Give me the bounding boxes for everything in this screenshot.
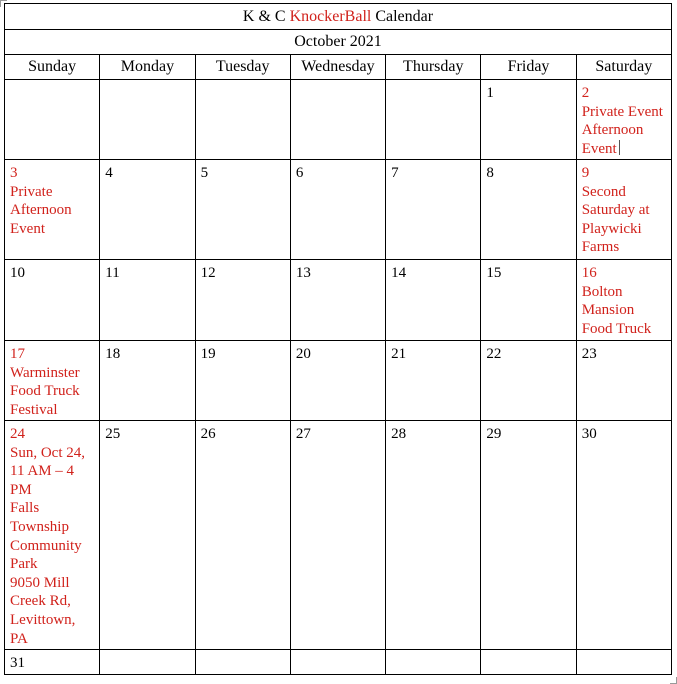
- day-cell[interactable]: [481, 260, 576, 341]
- title-suffix: Calendar: [371, 7, 434, 25]
- day-number: 1: [486, 85, 494, 101]
- day-cell[interactable]: [576, 341, 671, 421]
- day-number: 19: [200, 346, 216, 362]
- day-number: 15: [486, 265, 502, 281]
- day-number: 25: [105, 426, 121, 442]
- day-cell[interactable]: [386, 160, 481, 260]
- empty-day-cell[interactable]: [5, 80, 100, 160]
- event-text: Afternoon: [10, 202, 72, 219]
- day-cell[interactable]: [481, 341, 576, 421]
- week-row: [5, 80, 672, 160]
- day-number: 5: [200, 165, 209, 181]
- day-cell[interactable]: [576, 160, 671, 260]
- day-cell[interactable]: [5, 650, 100, 675]
- day-number: 31: [10, 655, 25, 671]
- event-text: Second: [581, 183, 626, 200]
- empty-day-cell[interactable]: [481, 650, 576, 675]
- day-number: 26: [200, 426, 216, 442]
- day-number: 30: [581, 426, 597, 442]
- day-number: 8: [486, 165, 494, 181]
- day-number: 12: [200, 265, 216, 281]
- week-row: [5, 650, 672, 675]
- day-number: 10: [10, 265, 25, 281]
- empty-day-cell[interactable]: [100, 650, 195, 675]
- day-cell[interactable]: [481, 421, 576, 650]
- month-label[interactable]: October 2021: [5, 30, 672, 55]
- day-cell[interactable]: [195, 421, 290, 650]
- weekday-tuesday[interactable]: Tuesday: [195, 55, 290, 80]
- day-number: 13: [295, 265, 311, 281]
- title-brand: KnockerBall: [289, 7, 372, 25]
- day-cell[interactable]: [195, 160, 290, 260]
- weekday-monday[interactable]: Monday: [100, 55, 195, 80]
- empty-day-cell[interactable]: [386, 650, 481, 675]
- day-cell[interactable]: [5, 341, 100, 421]
- day-cell[interactable]: [5, 160, 100, 260]
- empty-day-cell[interactable]: [386, 80, 481, 160]
- day-number: 3: [10, 165, 18, 181]
- day-number: 21: [391, 346, 407, 362]
- event-text: Playwicki: [581, 220, 642, 237]
- day-cell[interactable]: [386, 341, 481, 421]
- event-text: Sun, Oct 24,: [10, 444, 85, 461]
- day-cell[interactable]: [290, 341, 385, 421]
- event-text: Private Event: [581, 103, 663, 120]
- day-cell[interactable]: [100, 160, 195, 260]
- day-cell[interactable]: [195, 260, 290, 341]
- page-corner-mark: [670, 677, 677, 684]
- event-text: Levittown,: [10, 611, 76, 628]
- day-number: 14: [391, 265, 407, 281]
- event-text: Bolton: [581, 283, 623, 300]
- day-cell[interactable]: [386, 421, 481, 650]
- event-text: Community: [10, 537, 82, 554]
- weekday-thursday[interactable]: Thursday: [386, 55, 481, 80]
- week-row: [5, 160, 672, 260]
- day-number: 27: [295, 426, 311, 442]
- day-number: 17: [10, 346, 25, 362]
- event-text: Food Truck: [581, 320, 652, 337]
- event-text: Event: [10, 220, 45, 237]
- weekday-sunday[interactable]: Sunday: [5, 55, 100, 80]
- day-cell[interactable]: [100, 421, 195, 650]
- day-cell[interactable]: [576, 260, 671, 341]
- text-cursor: [619, 140, 620, 155]
- day-number: 22: [486, 346, 502, 362]
- month-row: [5, 30, 672, 55]
- day-cell[interactable]: [386, 260, 481, 341]
- empty-day-cell[interactable]: [290, 80, 385, 160]
- weekday-wednesday[interactable]: Wednesday: [290, 55, 385, 80]
- day-number: 7: [391, 165, 399, 181]
- event-text: Farms: [581, 239, 620, 256]
- day-cell[interactable]: [576, 421, 671, 650]
- week-row: [5, 260, 672, 341]
- weekday-header-row: [5, 55, 672, 80]
- event-text: Afternoon: [581, 122, 644, 139]
- day-number: 9: [581, 165, 590, 181]
- empty-day-cell[interactable]: [290, 650, 385, 675]
- empty-day-cell[interactable]: [195, 650, 290, 675]
- day-cell[interactable]: [100, 341, 195, 421]
- day-cell[interactable]: [5, 260, 100, 341]
- event-text: Park: [10, 556, 38, 573]
- empty-day-cell[interactable]: [100, 80, 195, 160]
- day-cell[interactable]: [290, 160, 385, 260]
- day-cell[interactable]: [576, 80, 671, 160]
- day-number: 18: [105, 346, 121, 362]
- weekday-friday[interactable]: Friday: [481, 55, 576, 80]
- event-text: Creek Rd,: [10, 593, 71, 610]
- event-text: Food Truck: [10, 383, 80, 400]
- day-number: 23: [581, 346, 597, 362]
- day-cell[interactable]: [290, 260, 385, 341]
- day-cell[interactable]: [100, 260, 195, 341]
- calendar-table: [4, 3, 672, 675]
- title-prefix: K & C: [242, 7, 290, 25]
- week-row: [5, 421, 672, 650]
- empty-day-cell[interactable]: [576, 650, 671, 675]
- day-cell[interactable]: [481, 80, 576, 160]
- day-cell[interactable]: [195, 341, 290, 421]
- event-text: Festival: [10, 401, 58, 418]
- day-number: 4: [105, 165, 113, 181]
- week-row: [5, 341, 672, 421]
- event-text: PM: [10, 481, 32, 498]
- event-text: Township: [10, 518, 69, 535]
- event-text: Mansion: [581, 302, 635, 319]
- day-number: 29: [486, 426, 502, 442]
- event-text: Event: [582, 140, 667, 159]
- event-text: Warminster: [10, 364, 80, 381]
- event-text: PA: [10, 630, 28, 647]
- event-text: Private: [10, 183, 53, 200]
- day-number: 11: [105, 265, 120, 281]
- day-number: 2: [581, 85, 590, 101]
- day-number: 24: [10, 426, 25, 442]
- empty-day-cell[interactable]: [195, 80, 290, 160]
- day-cell[interactable]: [290, 421, 385, 650]
- title-row: [5, 4, 672, 30]
- event-text: 9050 Mill: [10, 574, 70, 591]
- day-number: 6: [295, 165, 304, 181]
- day-number: 28: [391, 426, 407, 442]
- day-cell[interactable]: [481, 160, 576, 260]
- weekday-saturday[interactable]: Saturday: [576, 55, 671, 80]
- calendar-title[interactable]: [5, 4, 672, 30]
- day-number: 20: [295, 346, 311, 362]
- event-text: Saturday at: [581, 202, 650, 219]
- event-text: Falls: [10, 500, 40, 517]
- event-text: 11 AM – 4: [10, 463, 75, 480]
- day-number: 16: [581, 265, 597, 281]
- day-cell[interactable]: [5, 421, 100, 650]
